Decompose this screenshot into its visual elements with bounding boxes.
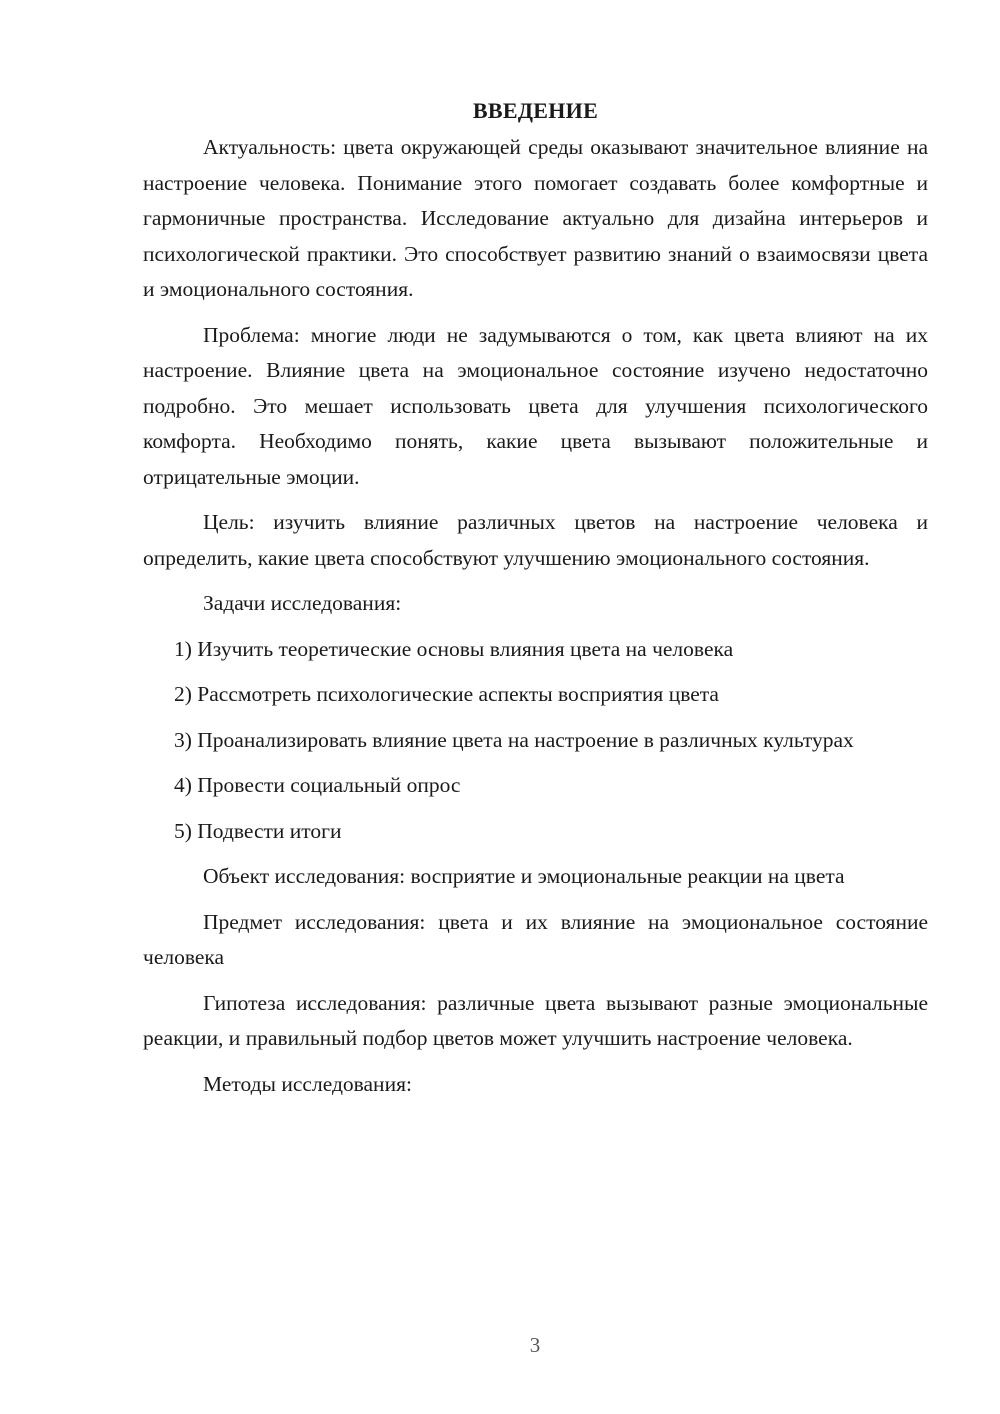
task-item-4: 4) Провести социальный опрос bbox=[174, 773, 461, 797]
document-page bbox=[143, 95, 928, 1112]
paragraph-goal: Цель: изучить влияние различных цветов на настроение человека и определить, какие цвета способствуют улучшению эмоционального состояния. bbox=[143, 510, 928, 570]
paragraph-object: Объект исследования: восприятие и эмоциональные реакции на цвета bbox=[203, 864, 845, 888]
task-item-3: 3) Проанализировать влияние цвета на настроение в различных культурах bbox=[174, 727, 854, 752]
paragraph-problem: Проблема: многие люди не задумываются о том, как цвета влияют на их настроение. Влияние цвета на эмоциональное состояние изучено недостаточно подробно. Это мешает использовать цвета для улучшения психологического комфорта. Необходимо понять, какие цвета вызывают положительные и отрицательные эмоции. bbox=[143, 322, 928, 489]
paragraph-subject: Предмет исследования: цвета и их влияние на эмоциональное состояние человека bbox=[143, 909, 928, 969]
tasks-title: Задачи исследования: bbox=[203, 591, 402, 615]
methods-title: Методы исследования: bbox=[203, 1071, 412, 1096]
task-item-2: 2) Рассмотреть психологические аспекты восприятия цвета bbox=[174, 682, 719, 706]
task-item-5: 5) Подвести итоги bbox=[174, 818, 342, 843]
paragraph-hypothesis: Гипотеза исследования: различные цвета вызывают разные эмоциональные реакции, и правильный подбор цветов может улучшить настроение человека. bbox=[143, 990, 928, 1050]
task-item-1: 1) Изучить теоретические основы влияния цвета на человека bbox=[174, 636, 734, 661]
paragraph-relevance: Актуальность: цвета окружающей среды оказывают значительное влияние на настроение человека. Понимание этого помогает создавать более комфортные и гармоничные пространства. Исследование актуально для дизайна интерьеров и психологической практики. Это способствует развитию знаний о взаимосвязи цвета и эмоционального состояния. bbox=[143, 135, 928, 301]
page-title: ВВЕДЕНИЕ bbox=[472, 98, 599, 123]
page-number: 3 bbox=[529, 1333, 541, 1357]
